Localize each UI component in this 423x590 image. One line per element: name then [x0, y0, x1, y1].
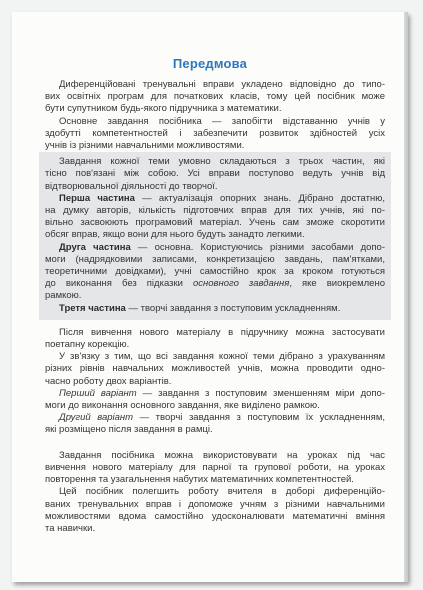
page-edge: [404, 12, 408, 582]
paragraph-line: Завдання кожної теми умовно складаються з трьох частин, які: [59, 156, 385, 168]
paragraph-line: поетапну корекцію.: [45, 339, 130, 351]
paragraph-line: ваних тренувальних вправ і допоможе учням з різними навчальними: [45, 498, 385, 510]
paragraph-line: часно роботу двох варіантів.: [45, 375, 172, 387]
part1-label: Перша частина: [59, 192, 135, 204]
paragraph-line: вих освітніх програм для початкових класів, тому цей посібник може: [45, 91, 385, 103]
paragraph-line: вивчення нового матеріалу для парної та групової роботи, на уроках: [45, 461, 385, 473]
page-title: Передмова: [172, 56, 248, 71]
paragraph-line: рамкою.: [45, 290, 82, 302]
preface-content: [45, 79, 385, 535]
paragraph-line: Цей посібник полегшить роботу вчителя в доборі диференційо-: [59, 486, 385, 498]
correction-block: [45, 327, 385, 437]
paragraph-line: які розміщено після завдання в рамці.: [45, 424, 213, 436]
paragraph-line: можливостями вдома самостійно удосконалювати математичні вміння: [45, 510, 385, 522]
book-page: [12, 12, 408, 582]
main-task-emphasis: основного завдання: [193, 278, 290, 290]
part2-line: Друга частина — основна. Користуючись різними засобами допо-: [59, 241, 385, 253]
paragraph-line: відтворювальної діяльності до творчої.: [45, 180, 218, 192]
part1-line: Перша частина — актуалізація опорних знань. Дібрано достатню,: [59, 192, 385, 204]
part3-label: Третя частина: [59, 302, 126, 314]
paragraph-line: різних рівнів навчальних можливостей учнів, можна проводити одно-: [45, 363, 385, 375]
paragraph-line: вільно засвоюють програмовий матеріал. Учень сам зможе скоротити: [45, 217, 385, 229]
paragraph-line: здобутті компетентностей і забезпечити розвиток здібностей усіх: [45, 127, 385, 139]
paragraph-line: на думку авторів, кількість підготовчих вправ для тих учнів, які по-: [45, 205, 385, 217]
parts-box: [39, 152, 391, 320]
variant2-label: Другий варіант: [59, 412, 134, 424]
paragraph-line: У зв'язку з тим, що всі завдання кожної теми дібрано з урахуванням: [59, 351, 385, 363]
variant1-label: Перший варіант: [59, 387, 137, 399]
paragraph-line: та навички.: [45, 522, 96, 534]
paragraph-line: учнів із різними навчальними можливостями.: [45, 140, 245, 152]
usage-block: [45, 450, 385, 535]
variant1-line: Перший варіант — завдання з поступовим зменшенням міри допо-: [59, 387, 385, 399]
variant2-line: Другий варіант — творчі завдання з поступовим їх ускладненням,: [59, 412, 385, 424]
paragraph-line: моги (надрядковими записами, конкретизацією завдань, пам'ятками,: [45, 253, 385, 265]
paragraph-line: Завдання посібника можна використовувати на уроках під час: [59, 449, 385, 461]
paragraph-line: обсяг вправ, якщо вони для нього будуть занадто легкими.: [45, 229, 305, 241]
paragraph-line: тісно пов'язані між собою. Усі вправи поступово ведуть учнів від: [45, 168, 385, 180]
paragraph-line-mixed: до виконання без підказки основного завдання, яке виокремлено: [45, 278, 385, 290]
paragraph-line: Диференційовані тренувальні вправи укладено відповідно до типо-: [59, 79, 385, 90]
intro-block: [45, 79, 385, 152]
paragraph-line: теоретичними довідками), учні самостійно крок за кроком готуються: [45, 266, 385, 278]
paragraph-line: моги до виконання основного завдання, яке виділено рамкою.: [45, 400, 320, 412]
paragraph-line: Основне завдання посібника — запобігти відставанню учнів у: [59, 115, 385, 127]
part3-line: Третя частина — творчі завдання з поступовим ускладненням.: [59, 302, 341, 314]
part2-label: Друга частина: [59, 241, 131, 253]
paragraph-line: повторення та узагальнення набутих математичних компетентностей.: [45, 474, 354, 486]
paragraph-line: бути супутником будь-якого підручника з математики.: [45, 103, 282, 115]
paragraph-line: Після вивчення нового матеріалу в підручнику можна застосувати: [59, 326, 385, 338]
